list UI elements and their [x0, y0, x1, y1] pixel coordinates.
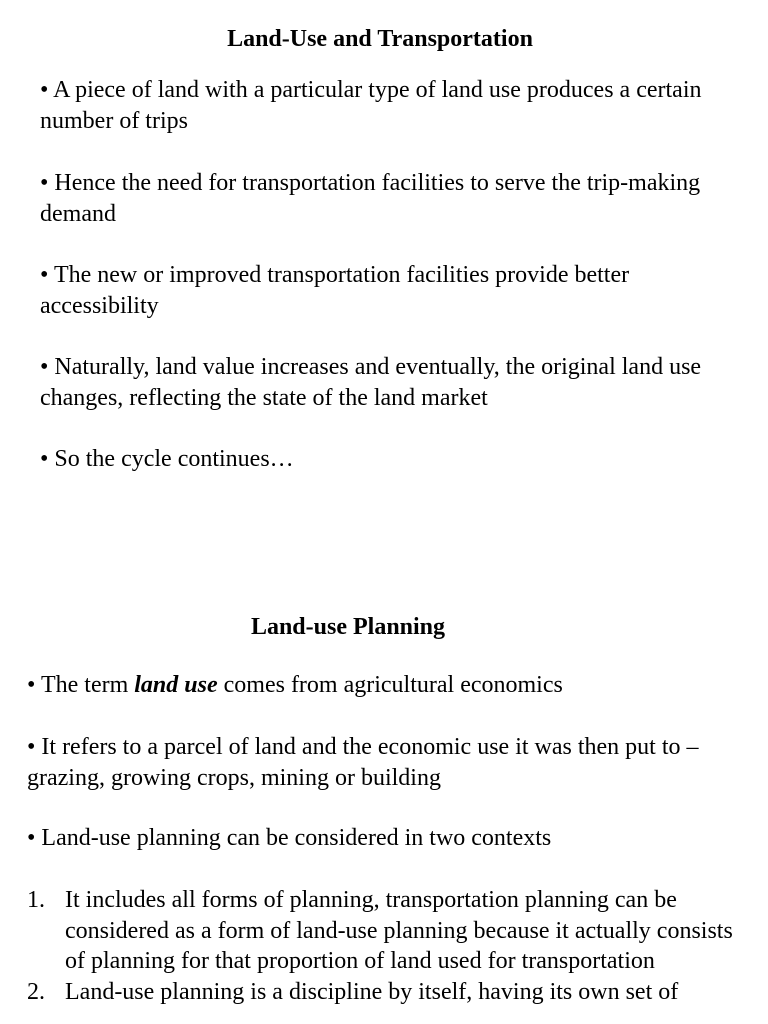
- bullet-term-before: • The term: [27, 672, 135, 698]
- bullet-need-for-facilities: • Hence the need for transportation facilities to serve the trip-making demand: [40, 170, 701, 227]
- list-item-number: 2.: [27, 978, 45, 1005]
- section-title-land-use-and-transportation: Land-Use and Transportation: [227, 26, 533, 52]
- list-item-text: Land-use planning is a discipline by itself, having its own set of: [65, 978, 679, 1005]
- bullet-two-contexts: • Land-use planning can be considered in two contexts: [27, 825, 552, 851]
- list-item-number: 1.: [27, 887, 45, 913]
- bullet-term-after: comes from agricultural economics: [217, 672, 563, 698]
- bullet-cycle-continues: • So the cycle continues…: [40, 446, 294, 472]
- numbered-list-contexts: [27, 885, 747, 1007]
- bullet-trips-produced: • A piece of land with a particular type of land use produces a certain number of trips: [40, 77, 702, 134]
- bullet-parcel-of-land: • It refers to a parcel of land and the economic use it was then put to – grazing, growing crops, mining or building: [27, 734, 699, 791]
- bullet-better-accessibility: • The new or improved transportation facilities provide better accessibility: [40, 262, 630, 319]
- list-item: [27, 885, 747, 977]
- term-land-use-emphasis: land use: [134, 672, 218, 698]
- list-item-text: It includes all forms of planning, transportation planning can be considered as a form of land-use planning because it actually consists of planning for that proportion of land used for transportation: [65, 887, 733, 974]
- bullet-term-land-use: [27, 670, 747, 701]
- section-title-land-use-planning: Land-use Planning: [250, 614, 446, 640]
- bullet-land-value-increases: • Naturally, land value increases and eventually, the original land use changes, reflecting the state of the land market: [40, 354, 702, 411]
- list-item: [27, 977, 747, 1008]
